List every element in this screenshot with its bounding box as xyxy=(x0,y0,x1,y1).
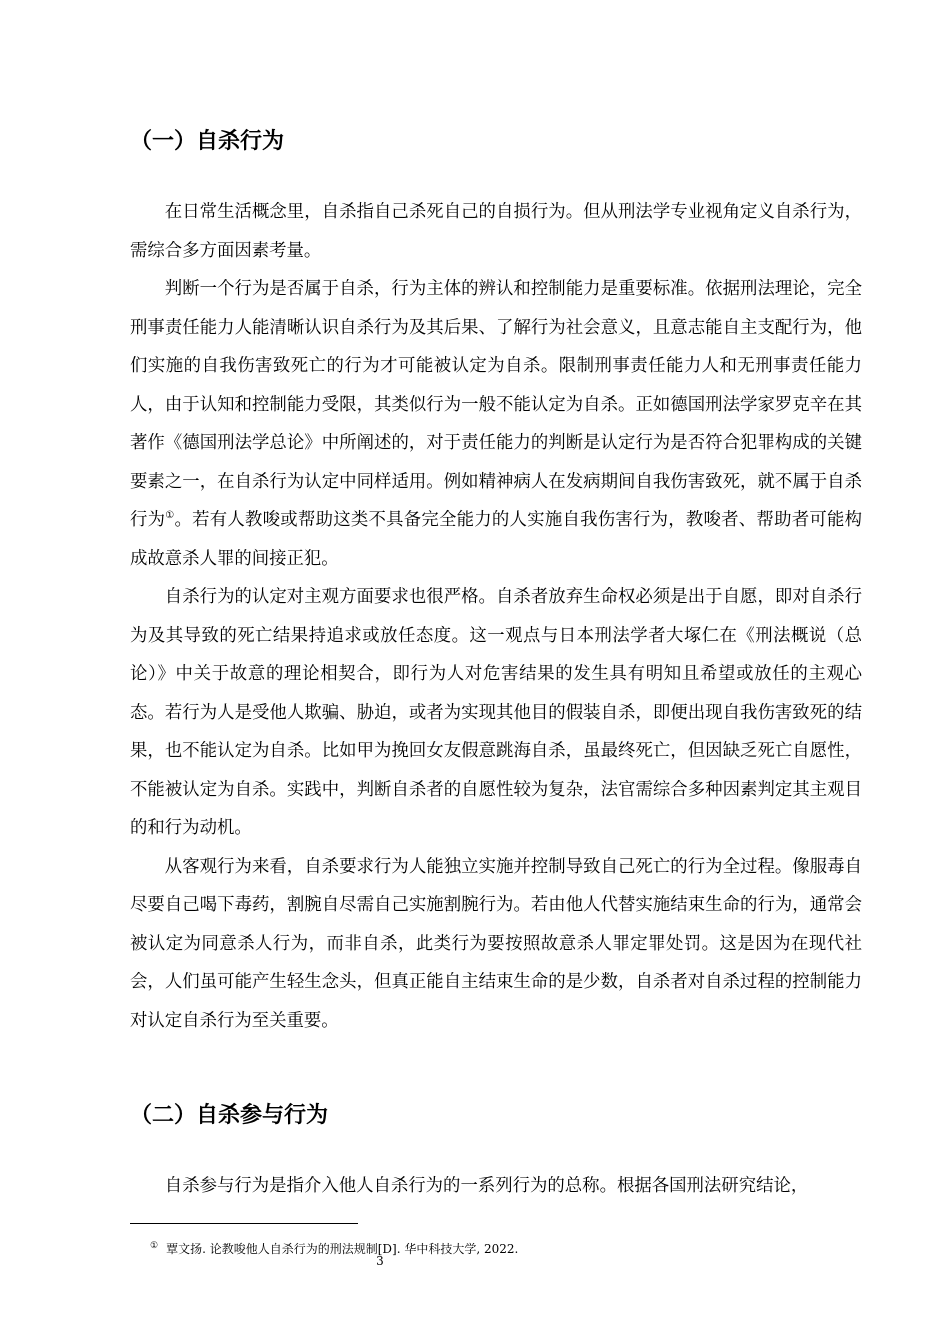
paragraph: 自杀行为的认定对主观方面要求也很严格。自杀者放弃生命权必须是出于自愿，即对自杀行为及其导致的死亡结果持追求或放任态度。这一观点与日本刑法学者大塚仁在《刑法概说（总论）》中关于故意的理论相契合，即行为人对危害结果的发生具有明知且希望或放任的主观心态。若行为人是受他人欺骗、胁迫，或者为实现其他目的假装自杀，即便出现自我伤害致死的结果，也不能认定为自杀。比如甲为挽回女友假意跳海自杀，虽最终死亡，但因缺乏死亡自愿性，不能被认定为自杀。实践中，判断自杀者的自愿性较为复杂，法官需综合多种因素判定其主观目的和行为动机。 xyxy=(130,587,862,838)
footnote-reference[interactable]: ① xyxy=(165,510,175,522)
footnote-mark: ① xyxy=(150,1241,159,1251)
paragraph-text: 判断一个行为是否属于自杀，行为主体的辨认和控制能力是重要标准。依据刑法理论，完全刑事责任能力人能清晰认识自杀行为及其后果、了解行为社会意义，且意志能自主支配行为，他们实施的自我伤害致死亡的行为才可能被认定为自杀。限制刑事责任能力人和无刑事责任能力人，由于认知和控制能力受限，其类似行为一般不能认定为自杀。正如德国刑法学家罗克辛在其著作《德国刑法学总论》中所阐述的，对于责任能力的判断是认定行为是否符合犯罪构成的关键要素之一，在自杀行为认定中同样适用。例如精神病人在发病期间自我伤害致死，就不属于自杀行为 xyxy=(130,279,862,530)
page-number: 3 xyxy=(376,1254,384,1268)
paragraph xyxy=(130,270,862,578)
paragraph: 从客观行为来看，自杀要求行为人能独立实施并控制导致自己死亡的行为全过程。像服毒自尽要自己喝下毒药，割腕自尽需自己实施割腕行为。若由他人代替实施结束生命的行为，通常会被认定为同意杀人行为，而非自杀，此类行为要按照故意杀人罪定罪处罚。这是因为在现代社会，人们虽可能产生轻生念头，但真正能自主结束生命的是少数，自杀者对自杀过程的控制能力对认定自杀行为至关重要。 xyxy=(130,856,862,1031)
section-body-suicide-participation xyxy=(130,1167,862,1206)
section-heading-suicide-participation: （二）自杀参与行为 xyxy=(130,1103,329,1128)
paragraph: 自杀参与行为是指介入他人自杀行为的一系列行为的总称。根据各国刑法研究结论， xyxy=(164,1176,809,1196)
paragraph-text: 。若有人教唆或帮助这类不具备完全能力的人实施自我伤害行为，教唆者、帮助者可能构成故意杀人罪的间接正犯。 xyxy=(130,510,862,569)
footnote-text: 覃文扬. 论教唆他人自杀行为的刑法规制[D]. 华中科技大学, 2022. xyxy=(166,1242,519,1256)
footnote-divider xyxy=(130,1223,358,1224)
section-body-suicide xyxy=(130,193,862,1040)
paragraph: 在日常生活概念里，自杀指自己杀死自己的自损行为。但从刑法学专业视角定义自杀行为，需综合多方面因素考量。 xyxy=(130,202,862,261)
section-heading-suicide: （一）自杀行为 xyxy=(130,129,285,154)
